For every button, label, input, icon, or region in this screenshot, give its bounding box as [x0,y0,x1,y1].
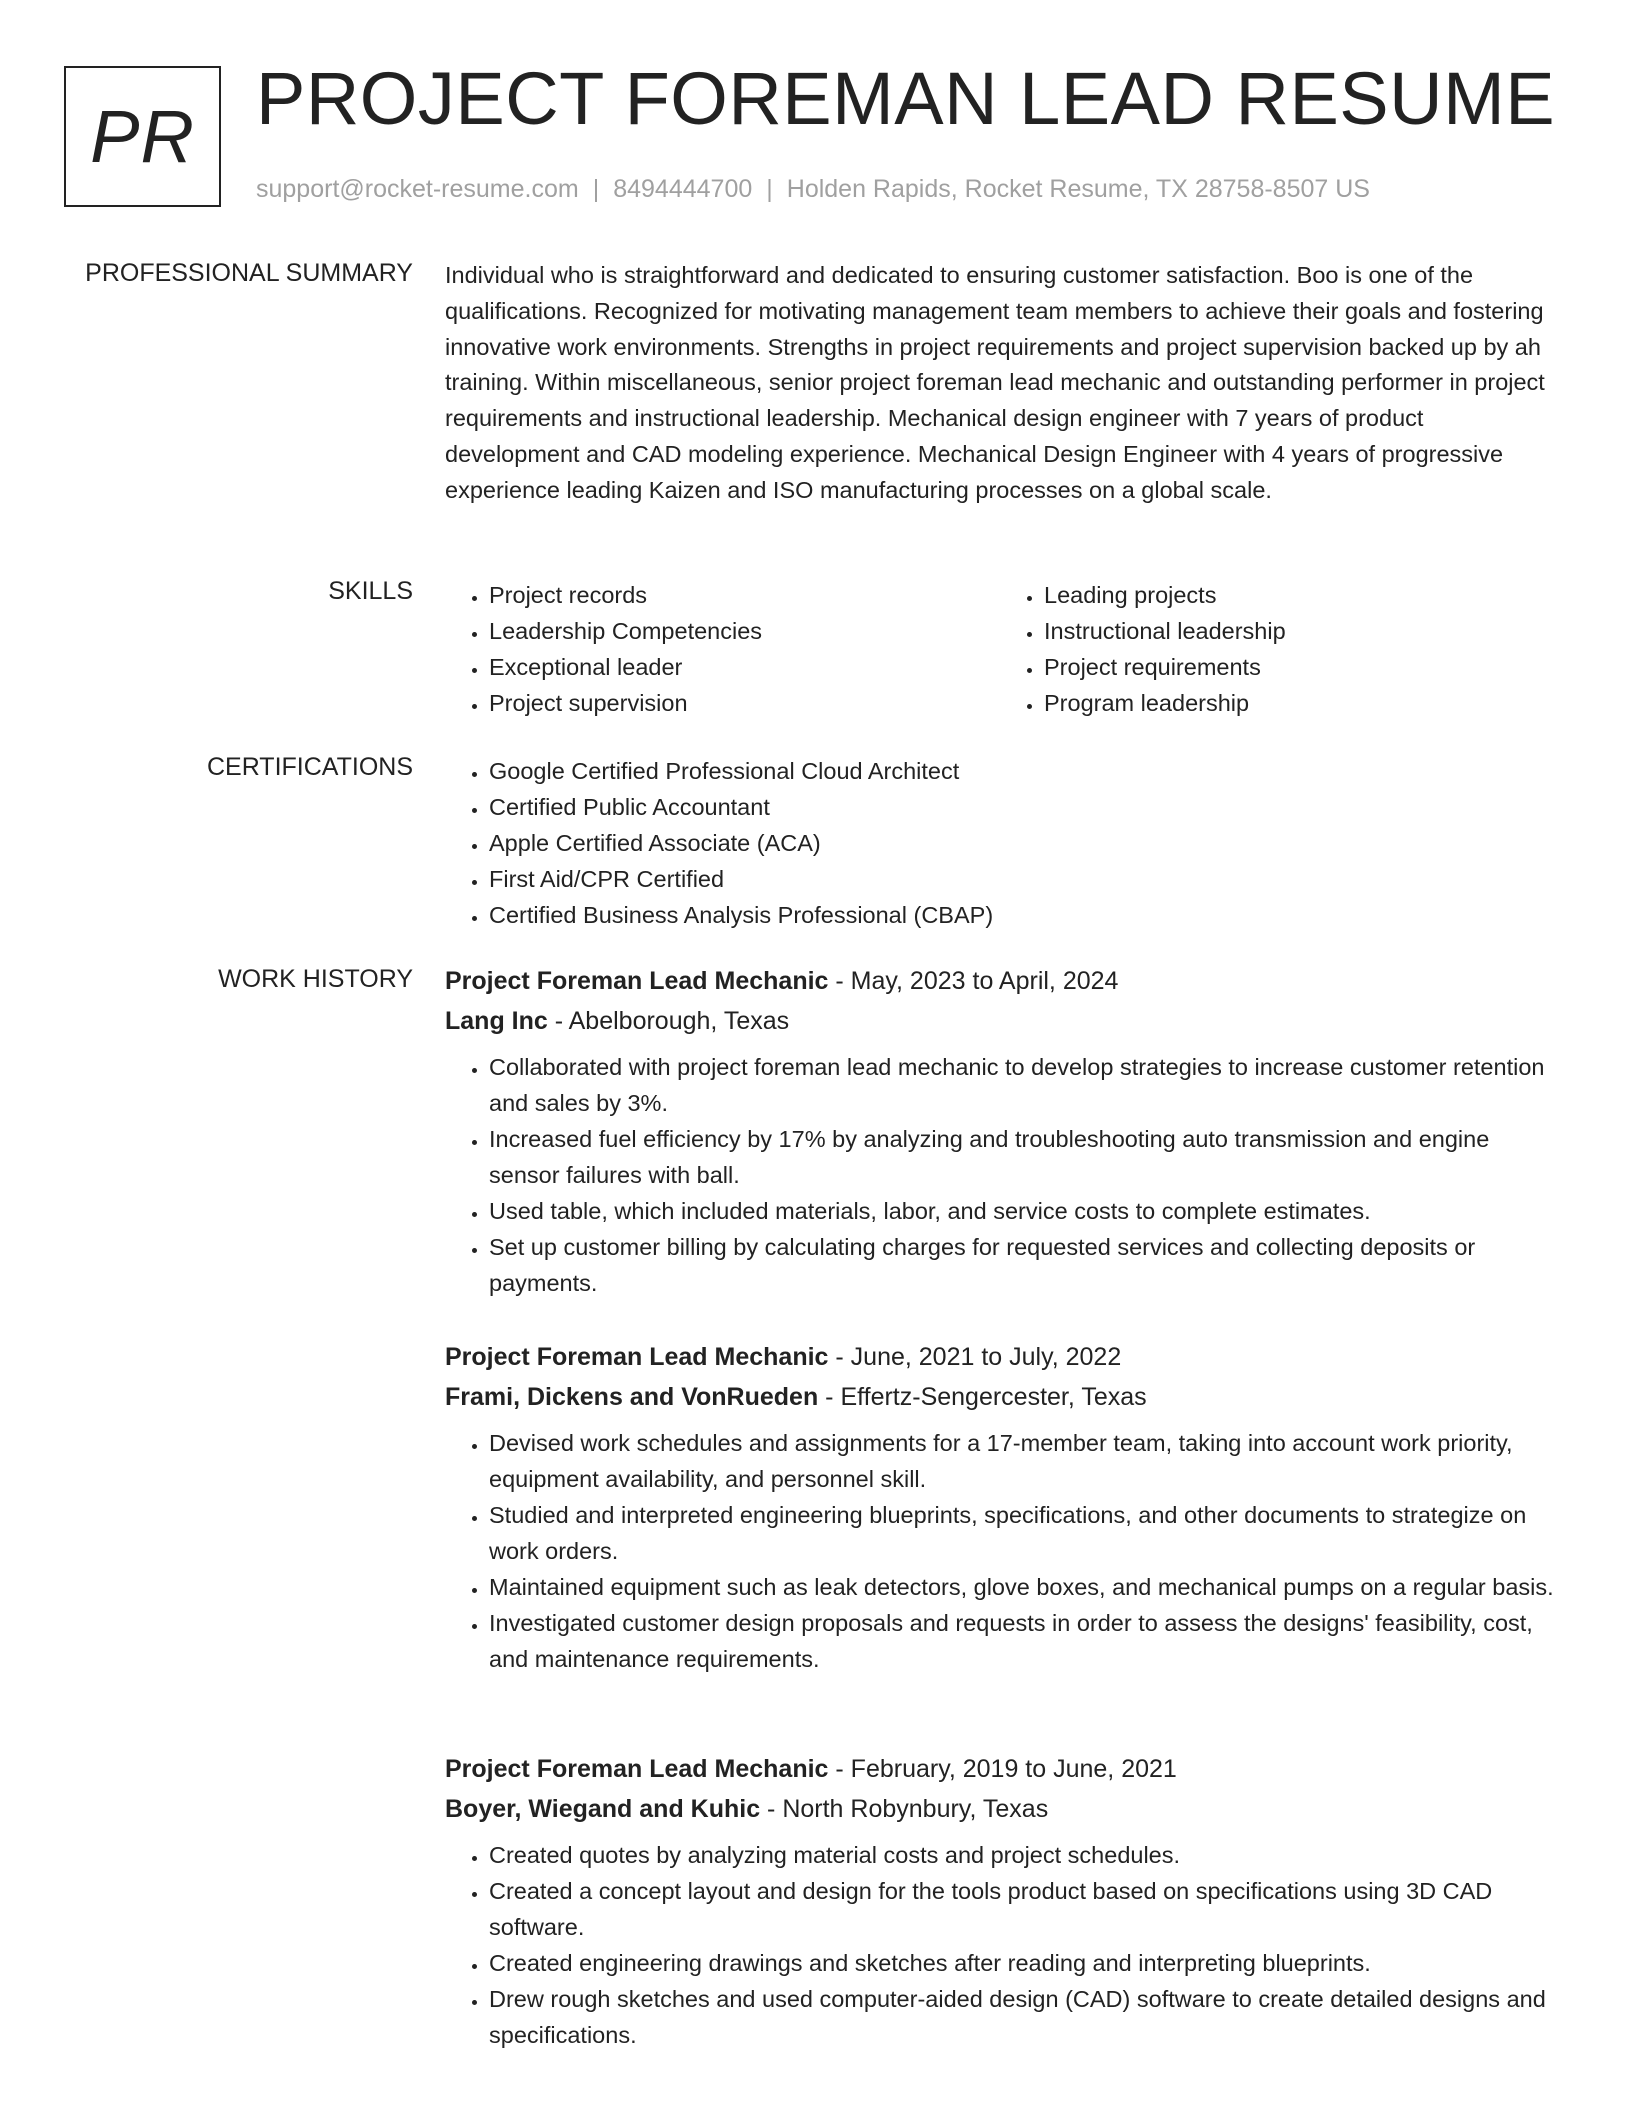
job-bullet: • Used table, which included materials, labor, and service costs to complete estimates. [489,1193,1555,1229]
job-company: Frami, Dickens and VonRueden [445,1383,819,1411]
job-bullet: • Studied and interpreted engineering blueprints, specifications, and other documents to strategize on work orders. [489,1497,1555,1569]
skill-item: • Instructional leadership [1044,613,1555,649]
job-bullets [445,1425,1555,1677]
job-bullet: • Created quotes by analyzing material costs and project schedules. [489,1837,1555,1873]
job-bullet: • Created a concept layout and design for the tools product based on specifications using 3D CAD software. [489,1873,1555,1945]
job-company: Boyer, Wiegand and Kuhic [445,1795,761,1823]
job-entry [445,961,1555,1301]
job-dates: - May, 2023 to April, 2024 [828,967,1119,995]
job-bullet: • Collaborated with project foreman lead mechanic to develop strategies to increase customer retention and sales by 3%. [489,1049,1555,1121]
job-entry [445,1337,1555,1677]
certification-item: • Certified Public Accountant [489,789,1555,825]
summary-label: PROFESSIONAL SUMMARY [85,259,413,287]
monogram-initials: PR [90,95,195,178]
contact-email: support@rocket-resume.com [256,175,579,203]
job-bullets [445,1049,1555,1301]
contact-separator: | [766,175,773,203]
job-bullet: • Increased fuel efficiency by 17% by analyzing and troubleshooting auto transmission and engine sensor failures with ball. [489,1121,1555,1193]
job-company-line [445,1377,1555,1417]
certifications-label: CERTIFICATIONS [206,753,413,781]
skill-item: • Program leadership [1044,685,1555,721]
job-role: Project Foreman Lead Mechanic [445,1343,829,1371]
certification-item: • Google Certified Professional Cloud Architect [489,753,1555,789]
job-bullet: • Created engineering drawings and sketches after reading and interpreting blueprints. [489,1945,1555,1981]
job-role: Project Foreman Lead Mechanic [445,967,829,995]
contact-phone: 8494444700 [613,175,753,203]
job-location: - Abelborough, Texas [547,1007,790,1035]
skill-item: • Project supervision [489,685,1000,721]
contact-line [256,175,1370,204]
skill-item: • Project records [489,577,1000,613]
certification-item: • Apple Certified Associate (ACA) [489,825,1555,861]
skills-columns [445,577,1555,721]
skills-label: SKILLS [328,577,413,605]
job-title-line [445,1337,1555,1377]
skill-item: • Leading projects [1044,577,1555,613]
job-location: - North Robynbury, Texas [760,1795,1049,1823]
job-dates: - June, 2021 to July, 2022 [828,1343,1122,1371]
job-entry [445,1749,1555,2053]
skill-item: • Leadership Competencies [489,613,1000,649]
skills-list-right [1000,577,1555,721]
job-location: - Effertz-Sengercester, Texas [818,1383,1147,1411]
monogram-badge [64,66,221,207]
contact-location: Holden Rapids, Rocket Resume, TX 28758-8507 US [786,175,1370,203]
summary-text: Individual who is straightforward and dedicated to ensuring customer satisfaction. Boo is one of the qualifications. Recognized for motivating management team members to achieve their goals and fostering innovative work environments. Strengths in project requirements and project supervision backed up by ah training. Within miscellaneous, senior project foreman lead mechanic and outstanding performer in project requirements and instructional leadership. Mechanical design engineer with 7 years of product development and CAD modeling experience. Mechanical Design Engineer with 4 years of progressive experience leading Kaizen and ISO manufacturing processes on a global scale. [445,262,1545,503]
job-company-line [445,1789,1555,1829]
skills-body [445,577,1555,721]
certification-item: • First Aid/CPR Certified [489,861,1555,897]
skill-item: • Project requirements [1044,649,1555,685]
work-history-label: WORK HISTORY [218,965,413,993]
job-title-line [445,1749,1555,1789]
skill-item: • Exceptional leader [489,649,1000,685]
job-dates: - February, 2019 to June, 2021 [828,1755,1177,1783]
job-bullet: • Drew rough sketches and used computer-aided design (CAD) software to create detailed designs and specifications. [489,1981,1555,2053]
job-bullet: • Devised work schedules and assignments for a 17-member team, taking into account work priority, equipment availability, and personnel skill. [489,1425,1555,1497]
summary-body [445,258,1555,509]
certification-item: • Certified Business Analysis Professional (CBAP) [489,897,1555,933]
job-bullet: • Maintained equipment such as leak detectors, glove boxes, and mechanical pumps on a regular basis. [489,1569,1555,1605]
job-company: Lang Inc [445,1007,548,1035]
job-role: Project Foreman Lead Mechanic [445,1755,829,1783]
resume-title: PROJECT FOREMAN LEAD RESUME [256,57,1556,140]
job-bullet: • Investigated customer design proposals and requests in order to assess the designs' feasibility, cost, and maintenance requirements. [489,1605,1555,1677]
job-bullet: • Set up customer billing by calculating charges for requested services and collecting deposits or payments. [489,1229,1555,1301]
contact-separator: | [592,175,600,203]
job-bullets [445,1837,1555,2053]
certifications-body [445,753,1555,933]
job-title-line [445,961,1555,1001]
job-company-line [445,1001,1555,1041]
skills-list-left [445,577,1000,721]
certifications-list [445,753,1555,933]
